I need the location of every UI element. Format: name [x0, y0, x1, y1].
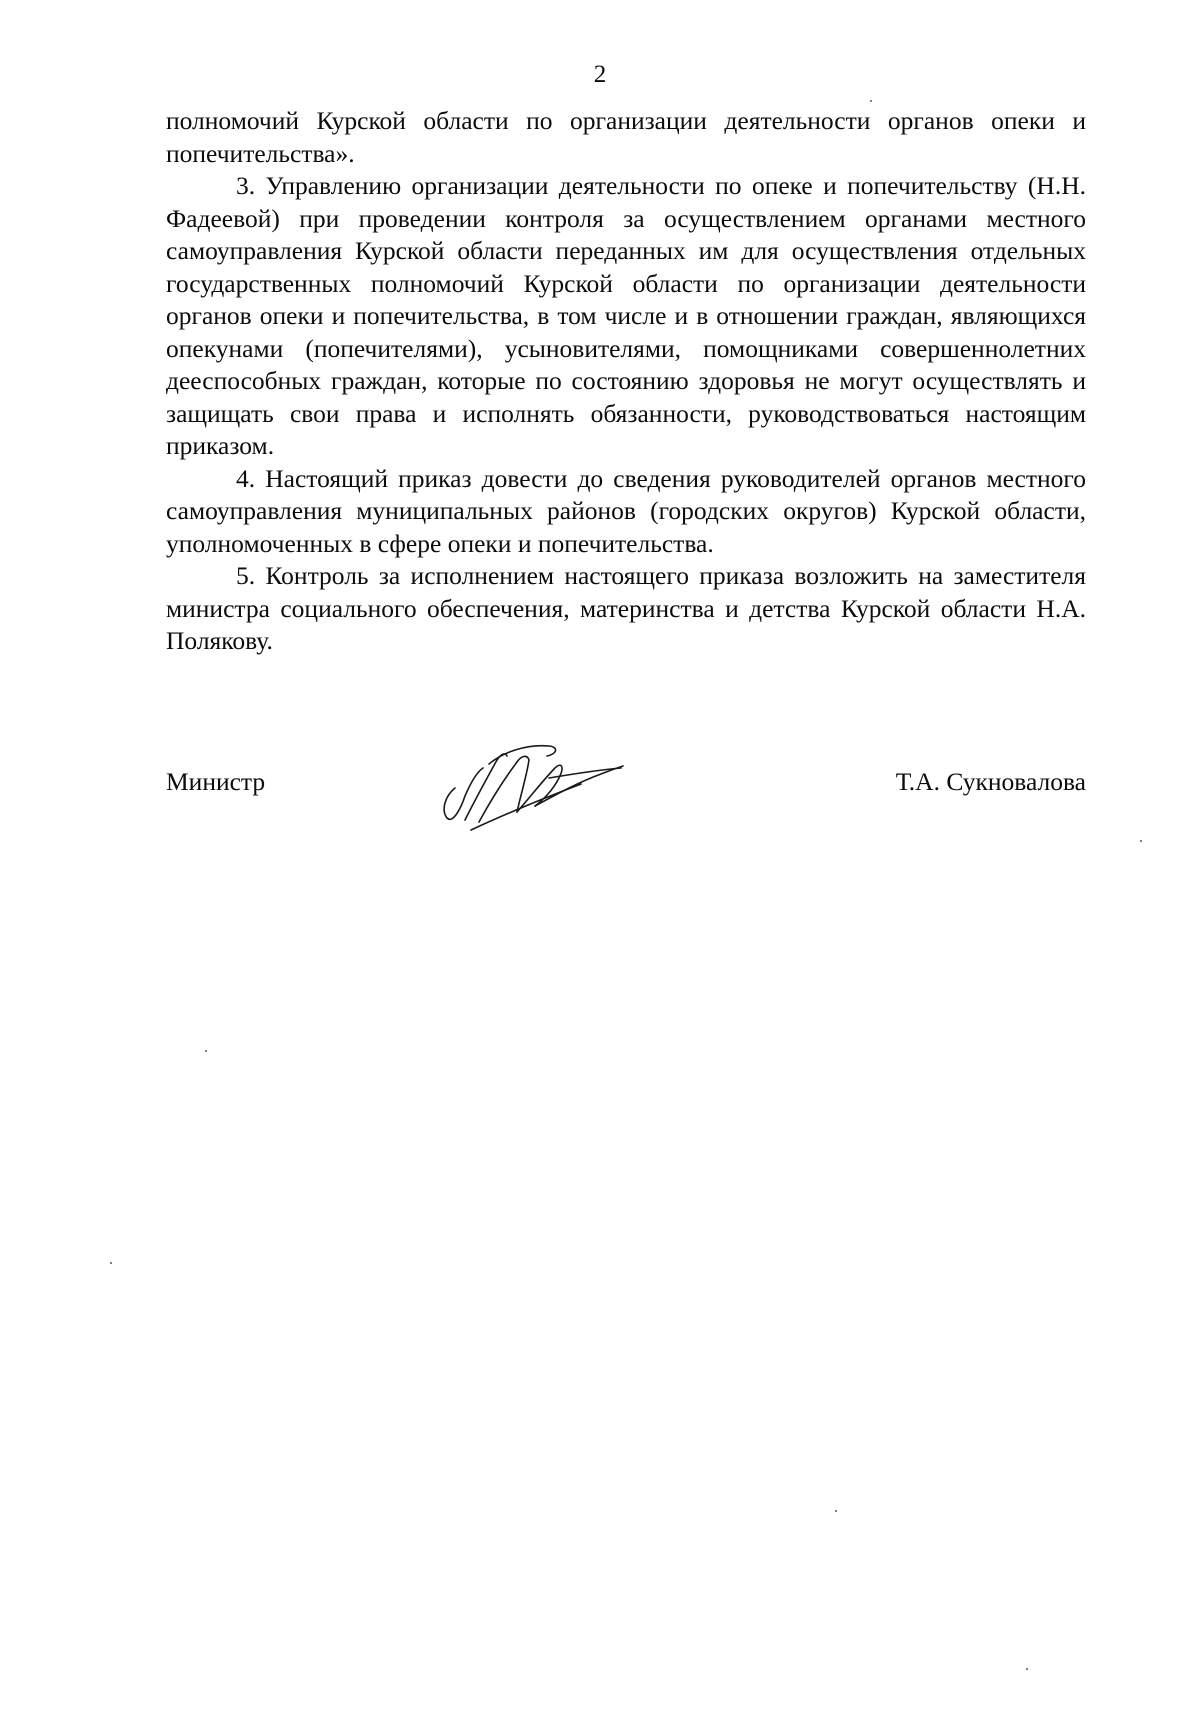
page-number: 2 — [593, 61, 607, 88]
document-body — [166, 105, 1086, 658]
scan-speck — [1026, 1668, 1028, 1670]
scan-speck — [835, 1510, 837, 1512]
paragraph-item-5: 5. Контроль за исполнением настоящего приказа возложить на заместителя министра социального обеспечения, материнства и детства Курской области Н.А. Полякову. — [166, 561, 1086, 655]
handwritten-signature-icon — [431, 738, 631, 833]
scan-speck — [1140, 840, 1142, 842]
signatory-name: Т.А. Сукновалова — [895, 767, 1086, 796]
paragraph-continuation: полномочий Курской области по организации деятельности органов опеки и попечительства». — [166, 106, 1086, 168]
scan-speck — [205, 1050, 207, 1052]
signatory-title: Министр — [166, 767, 266, 796]
scan-speck — [870, 100, 872, 102]
paragraph-item-4: 4. Настоящий приказ довести до сведения руководителей органов местного самоуправления муниципальных районов (городских округов) Курской области, уполномоченных в сфере опеки и попечительства. — [166, 463, 1086, 558]
paragraph-item-3: 3. Управлению организации деятельности по опеке и попечительству (Н.Н. Фадеевой) при проведении контроля за осуществлением органами местного самоуправления Курской области переданных им для осуществления отдельных государственных полномочий Курской области по организации деятельности органов опеки и попечительства, в том числе и в отношении граждан, являющихся опекунами (попечителями), усыновителями, помощниками совершеннолетних дееспособных граждан, которые по состоянию здоровья не могут осуществлять и защищать свои права и исполнять обязанности, руководствоваться настоящим приказом. — [166, 171, 1086, 460]
scan-speck — [110, 1262, 112, 1264]
signature-block — [166, 738, 1086, 828]
